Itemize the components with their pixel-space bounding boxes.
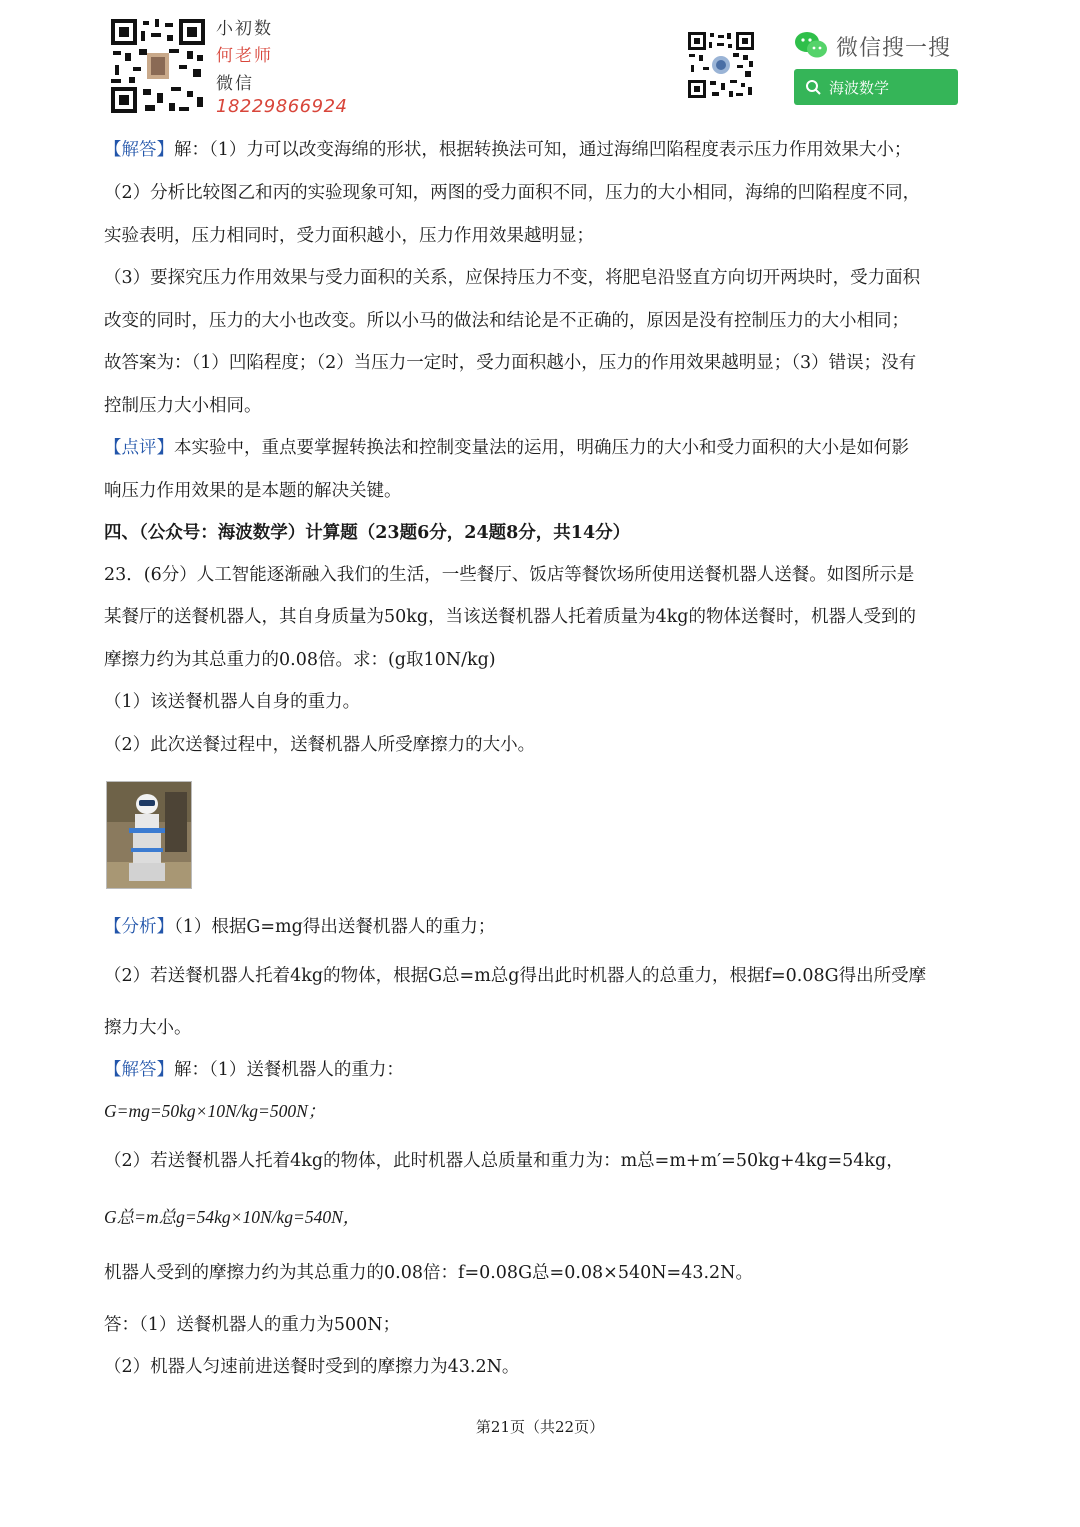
contact-line-3: 微信 — [216, 74, 254, 94]
analysis-line-2: （2）若送餐机器人托着4kg的物体，根据G总=m总g得出此时机器人的总重力，根据f=0.08G得出所受摩 — [104, 966, 927, 986]
search-icon — [805, 79, 821, 95]
analysis-line-3: 擦力大小。 — [104, 1018, 192, 1038]
analysis-line-1 — [104, 916, 495, 938]
text-line-5: 改变的同时，压力的大小也改变。所以小马的做法和结论是不正确的，原因是没有控制压力的大小相同； — [104, 311, 909, 331]
contact-line-2: 何老师 — [216, 46, 273, 66]
answer-tag: 【解答】 — [104, 140, 174, 160]
solution-line-1 — [104, 1059, 404, 1081]
text-line-6: 故答案为：（1）凹陷程度；（2）当压力一定时，受力面积越小，压力的作用效果越明显；（3）错误；没有 — [104, 353, 917, 373]
wechat-logo-icon — [794, 30, 828, 60]
page-number: 第21页（共22页） — [475, 1418, 605, 1436]
qr-code-right — [687, 31, 755, 99]
comment-tag: 【点评】 — [104, 438, 174, 458]
contact-line-1: 小初数 — [216, 19, 273, 39]
answer-line-1 — [104, 139, 911, 161]
section-heading: 四、（公众号：海波数学）计算题（23题6分，24题8分，共14分） — [104, 523, 631, 543]
question-line-1: 23．(6分）人工智能逐渐融入我们的生活，一些餐厅、饭店等餐饮场所使用送餐机器人送餐。如图所示是 — [104, 565, 915, 585]
question-line-2: 某餐厅的送餐机器人，其自身质量为50kg，当该送餐机器人托着质量为4kg的物体送餐时，机器人受到的 — [104, 607, 917, 627]
solution-line-5: 机器人受到的摩擦力约为其总重力的0.08倍：f=0.08G总=0.08×540N=43.2N。 — [104, 1263, 753, 1283]
text-line-2: （2）分析比较图乙和丙的实验现象可知，两图的受力面积不同，压力的大小相同，海绵的凹陷程度不同， — [104, 183, 921, 203]
comment-line-2: 响压力作用效果的是本题的解决关键。 — [104, 481, 402, 501]
question-line-3: 摩擦力约为其总重力的0.08倍。求：(g取10N/kg) — [104, 650, 496, 670]
answer-final-2: （2）机器人匀速前进送餐时受到的摩擦力为43.2N。 — [104, 1357, 520, 1377]
solution-text: 解：（1）送餐机器人的重力： — [174, 1060, 404, 1080]
wechat-search-box[interactable] — [794, 69, 958, 105]
contact-phone: 18229866924 — [216, 96, 348, 117]
text-line-4: （3）要探究压力作用效果与受力面积的关系，应保持压力不变，将肥皂沿竖直方向切开两块时，受力面积 — [104, 268, 921, 288]
answer-text: 解：（1）力可以改变海绵的形状，根据转换法可知，通过海绵凹陷程度表示压力作用效果大小； — [174, 140, 912, 160]
text-line-7: 控制压力大小相同。 — [104, 396, 262, 416]
analysis-tag: 【分析】 — [104, 917, 174, 937]
text-line-3: 实验表明，压力相同时，受力面积越小，压力作用效果越明显； — [104, 226, 594, 246]
wechat-search-query: 海波数学 — [829, 78, 890, 97]
comment-line-1 — [104, 437, 909, 459]
comment-text: 本实验中，重点要掌握转换法和控制变量法的运用，明确压力的大小和受力面积的大小是如何影 — [174, 438, 909, 458]
analysis-text: （1）根据G=mg得出送餐机器人的重力； — [174, 917, 496, 937]
answer-final-1: 答：（1）送餐机器人的重力为500N； — [104, 1315, 401, 1335]
solution-line-3: （2）若送餐机器人托着4kg的物体，此时机器人总质量和重力为：m总=m+m′=50kg+4kg=54kg， — [104, 1151, 904, 1171]
robot-photo — [106, 781, 192, 889]
question-part-2: （2）此次送餐过程中，送餐机器人所受摩擦力的大小。 — [104, 735, 536, 755]
solution-line-2: G=mg=50kg×10N/kg=500N； — [104, 1101, 326, 1121]
question-part-1: （1）该送餐机器人自身的重力。 — [104, 692, 361, 712]
solution-line-4: G总=m总g=54kg×10N/kg=540N， — [104, 1207, 361, 1227]
qr-code-left — [109, 17, 207, 115]
wechat-search-title: 微信搜一搜 — [836, 36, 952, 61]
solution-tag: 【解答】 — [104, 1060, 174, 1080]
